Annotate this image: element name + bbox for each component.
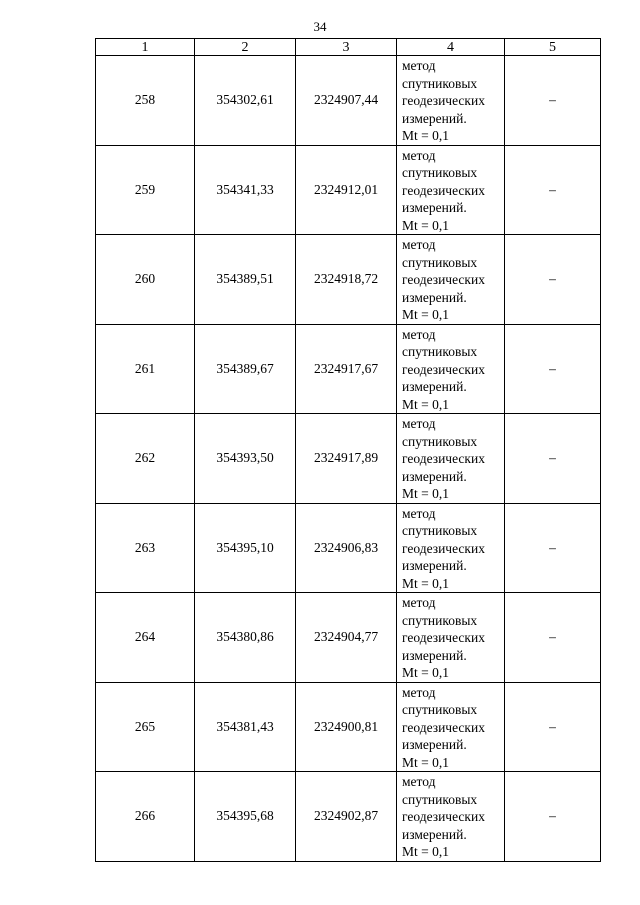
coordinate-x-cell: 354302,61 [195, 56, 296, 146]
column-header-4: 4 [397, 39, 505, 56]
note-cell: – [505, 593, 601, 683]
coordinate-x-cell: 354380,86 [195, 593, 296, 683]
method-line: спутниковых [402, 75, 478, 91]
method-line: Mt = 0,1 [402, 665, 449, 680]
method-line: Mt = 0,1 [402, 217, 449, 233]
note-cell: – [505, 235, 601, 325]
point-number-cell: 262 [96, 414, 195, 504]
point-number-cell: 263 [96, 503, 195, 593]
coordinates-table [95, 38, 601, 862]
coordinate-x-cell: 354389,51 [195, 235, 296, 325]
method-line: спутниковых [402, 791, 478, 807]
method-line: Mt = 0,1 [402, 396, 449, 412]
coordinate-x-cell: 354389,67 [195, 324, 296, 414]
method-line: метод [402, 505, 436, 521]
coordinate-x-cell: 354395,68 [195, 772, 296, 862]
method-line: измерений. [402, 468, 467, 484]
note-cell: – [505, 682, 601, 772]
method-cell [397, 235, 505, 325]
method-cell [397, 414, 505, 504]
method-line: измерений. [402, 200, 467, 215]
method-cell [397, 682, 505, 772]
coordinate-x-cell: 354341,33 [195, 145, 296, 235]
note-cell: – [505, 503, 601, 593]
method-line: спутниковых [402, 254, 478, 270]
method-line: Mt = 0,1 [402, 307, 449, 322]
method-cell [397, 503, 505, 593]
method-line: спутниковых [402, 702, 478, 717]
method-line: геодезических [402, 809, 485, 824]
method-line: метод [402, 58, 436, 73]
note-cell: – [505, 145, 601, 235]
method-line: измерений. [402, 826, 467, 842]
method-line: спутниковых [402, 612, 478, 628]
method-line: геодезических [402, 361, 485, 377]
point-number-cell: 266 [96, 772, 195, 862]
table-row [96, 324, 601, 414]
point-number-cell: 265 [96, 682, 195, 772]
method-line: геодезических [402, 540, 485, 556]
coordinate-y-cell: 2324917,89 [296, 414, 397, 504]
coordinate-y-cell: 2324904,77 [296, 593, 397, 683]
method-line: метод [402, 416, 436, 431]
column-header-3: 3 [296, 39, 397, 56]
coordinate-y-cell: 2324907,44 [296, 56, 397, 146]
coordinate-y-cell: 2324912,01 [296, 145, 397, 235]
coordinate-y-cell: 2324917,67 [296, 324, 397, 414]
method-line: метод [402, 237, 436, 252]
method-cell [397, 145, 505, 235]
table-row [96, 414, 601, 504]
column-header-2: 2 [195, 39, 296, 56]
method-cell [397, 56, 505, 146]
table-row [96, 56, 601, 146]
table-row [96, 145, 601, 235]
point-number-cell: 259 [96, 145, 195, 235]
method-line: измерений. [402, 289, 467, 305]
note-cell: – [505, 414, 601, 504]
coordinate-y-cell: 2324918,72 [296, 235, 397, 325]
point-number-cell: 264 [96, 593, 195, 683]
method-line: метод [402, 684, 436, 700]
method-line: геодезических [402, 630, 485, 645]
method-line: геодезических [402, 93, 485, 108]
method-line: Mt = 0,1 [402, 128, 449, 143]
table-row [96, 593, 601, 683]
note-cell: – [505, 56, 601, 146]
column-header-5: 5 [505, 39, 601, 56]
method-cell [397, 772, 505, 862]
table-row [96, 503, 601, 593]
method-line: Mt = 0,1 [402, 575, 449, 591]
coordinate-y-cell: 2324902,87 [296, 772, 397, 862]
method-line: геодезических [402, 272, 485, 287]
method-line: измерений. [402, 647, 467, 663]
method-line: спутниковых [402, 523, 478, 538]
method-cell [397, 324, 505, 414]
point-number-cell: 258 [96, 56, 195, 146]
coordinate-x-cell: 354393,50 [195, 414, 296, 504]
method-line: метод [402, 595, 436, 610]
note-cell: – [505, 324, 601, 414]
method-line: измерений. [402, 110, 467, 126]
coordinate-x-cell: 354381,43 [195, 682, 296, 772]
table-row [96, 682, 601, 772]
method-line: метод [402, 147, 436, 163]
table-row [96, 235, 601, 325]
page-number: 34 [313, 19, 327, 34]
method-line: измерений. [402, 558, 467, 573]
method-line: Mt = 0,1 [402, 486, 449, 501]
method-line: геодезических [402, 719, 485, 735]
method-line: спутниковых [402, 344, 478, 359]
method-line: геодезических [402, 182, 485, 198]
point-number-cell: 261 [96, 324, 195, 414]
method-line: метод [402, 774, 436, 789]
method-line: измерений. [402, 737, 467, 752]
coordinate-y-cell: 2324900,81 [296, 682, 397, 772]
method-line: метод [402, 326, 436, 342]
point-number-cell: 260 [96, 235, 195, 325]
column-header-1: 1 [96, 39, 195, 56]
table-row [96, 772, 601, 862]
method-line: Mt = 0,1 [402, 754, 449, 770]
method-line: измерений. [402, 379, 467, 394]
coordinate-x-cell: 354395,10 [195, 503, 296, 593]
method-line: Mt = 0,1 [402, 844, 449, 859]
method-line: спутниковых [402, 433, 478, 449]
table-body [96, 56, 601, 862]
method-cell [397, 593, 505, 683]
method-line: спутниковых [402, 165, 478, 180]
method-line: геодезических [402, 451, 485, 466]
note-cell: – [505, 772, 601, 862]
table-header-row [96, 39, 601, 56]
coordinate-y-cell: 2324906,83 [296, 503, 397, 593]
